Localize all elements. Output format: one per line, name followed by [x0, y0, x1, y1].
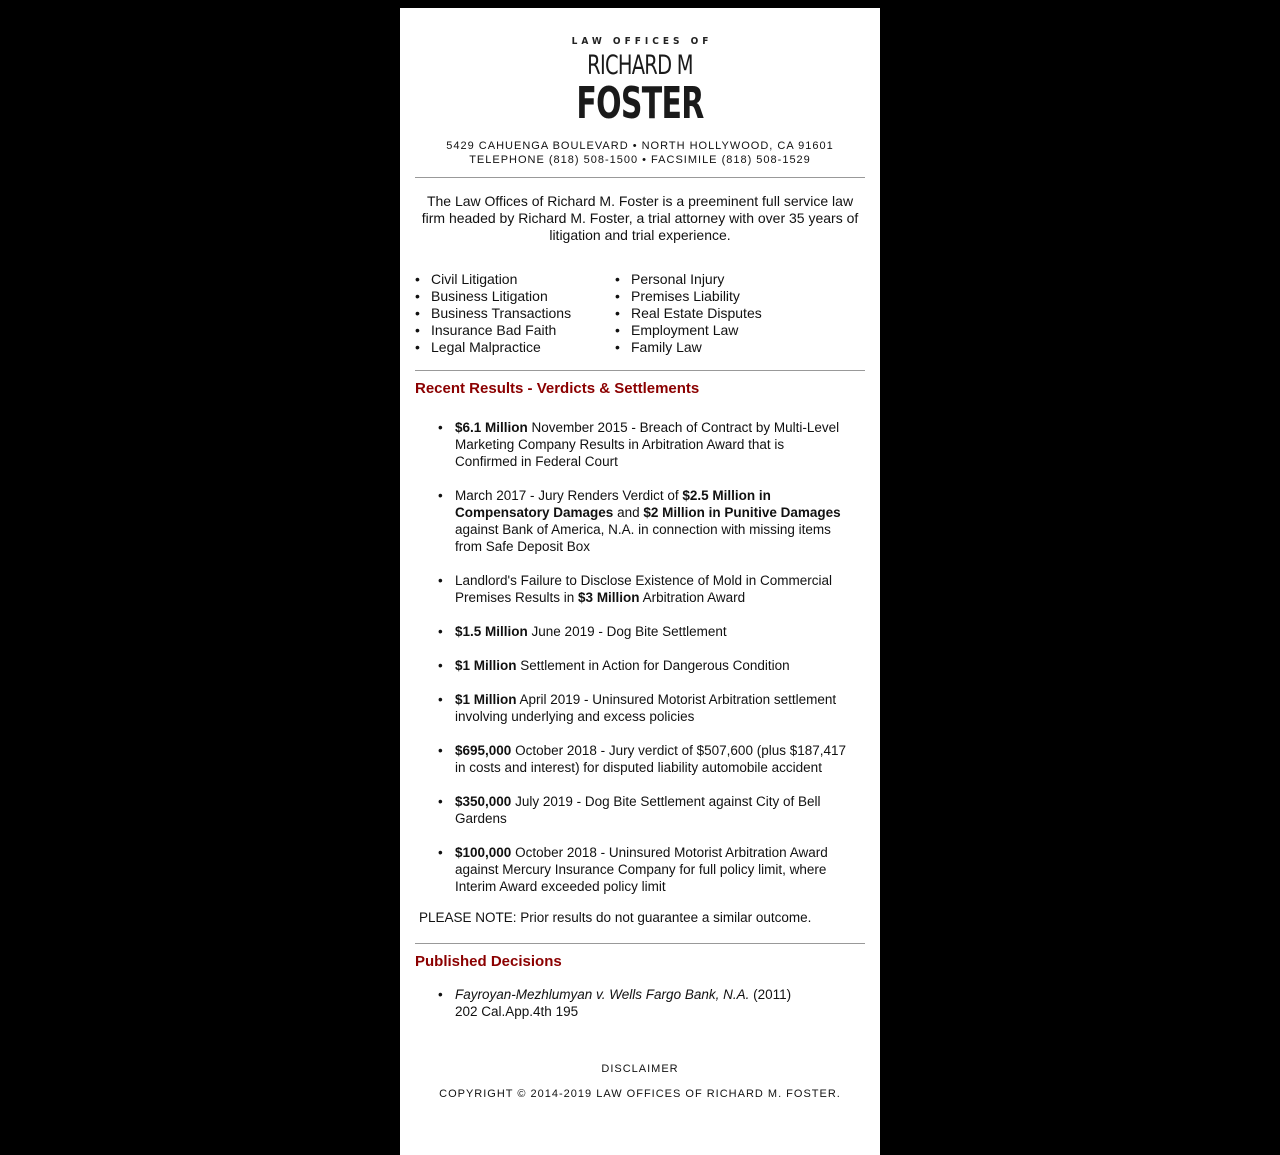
result-text: against Bank of America, N.A. in connection with missing items from Safe Deposit Box: [455, 522, 831, 554]
practice-area-item: • Legal Malpractice: [415, 339, 615, 356]
result-amount: $695,000: [455, 743, 512, 758]
practice-area-item: • Employment Law: [615, 322, 762, 339]
result-amount: $1 Million: [455, 658, 517, 673]
page-content: [400, 8, 880, 1155]
result-text: October 2018 - Jury verdict of $507,600 (plus $187,417 in costs and interest) for disputed liability automobile accident: [455, 743, 847, 775]
result-item: [455, 419, 850, 470]
result-amount: $3 Million: [578, 590, 640, 605]
result-text: Landlord's Failure to Disclose Existence of Mold in Commercial Premises Results in: [455, 573, 832, 605]
result-item: [455, 487, 850, 555]
divider: [415, 177, 865, 178]
practice-area-item: • Premises Liability: [615, 288, 762, 305]
result-item: [455, 691, 850, 725]
published-decisions-heading: Published Decisions: [415, 953, 562, 970]
practice-area-item: • Business Litigation: [415, 288, 615, 305]
result-amount: $2.5 Million in Compensatory Damages: [455, 488, 771, 520]
result-text: April 2019 - Uninsured Motorist Arbitration settlement involving underlying and excess policies: [455, 692, 837, 724]
result-item: [455, 572, 850, 606]
result-amount: $100,000: [455, 845, 512, 860]
address-line: 5429 CAHUENGA BOULEVARD • NORTH HOLLYWOOD, CA 91601: [446, 140, 834, 152]
result-item: [455, 793, 850, 827]
disclaimer-link[interactable]: DISCLAIMER: [601, 1063, 679, 1075]
result-amount: $2 Million in Punitive Damages: [643, 505, 841, 520]
result-text: November 2015 - Breach of Contract by Multi-Level Marketing Company Results in Arbitration Award that is Confirmed in Federal Court: [455, 420, 840, 469]
practice-area-item: • Civil Litigation: [415, 271, 615, 288]
result-amount: $1 Million: [455, 692, 517, 707]
decision-item: [455, 986, 815, 1020]
case-citation: (2011) 202 Cal.App.4th 195: [455, 987, 792, 1019]
result-text: October 2018 - Uninsured Motorist Arbitration Award against Mercury Insurance Company for full policy limit, where Interim Award exceeded policy limit: [455, 845, 828, 894]
logo-name-line2: FOSTER: [576, 78, 704, 129]
practice-area-item: • Business Transactions: [415, 305, 615, 322]
practice-area-item: • Personal Injury: [615, 271, 762, 288]
practice-areas-column-1: [415, 271, 615, 356]
divider: [415, 370, 865, 371]
result-text: Arbitration Award: [639, 590, 746, 605]
firm-logo[interactable]: [415, 8, 865, 129]
phone-line: TELEPHONE (818) 508-1500 • FACSIMILE (818) 508-1529: [469, 154, 811, 166]
result-item: [455, 623, 850, 640]
result-item: [455, 657, 850, 674]
results-disclaimer-note: PLEASE NOTE: Prior results do not guarantee a similar outcome.: [419, 910, 812, 925]
practice-areas: [415, 271, 865, 356]
divider: [415, 943, 865, 944]
copyright-text: COPYRIGHT © 2014-2019 LAW OFFICES OF RICHARD M. FOSTER.: [439, 1088, 841, 1100]
practice-area-item: • Family Law: [615, 339, 762, 356]
result-item: [455, 844, 850, 895]
practice-areas-column-2: [615, 271, 762, 356]
result-text: July 2019 - Dog Bite Settlement against City of Bell Gardens: [455, 794, 821, 826]
case-name: Fayroyan-Mezhlumyan v. Wells Fargo Bank, N.A.: [455, 987, 750, 1002]
result-amount: $6.1 Million: [455, 420, 528, 435]
logo-prefix: LAW OFFICES OF: [571, 36, 713, 47]
result-text: Settlement in Action for Dangerous Condition: [516, 658, 790, 673]
result-amount: $350,000: [455, 794, 512, 809]
logo-name-line1: RICHARD M: [587, 50, 693, 81]
result-text: March 2017 - Jury Renders Verdict of: [455, 488, 683, 503]
result-item: [455, 742, 850, 776]
practice-area-item: • Insurance Bad Faith: [415, 322, 615, 339]
firm-address: [415, 139, 865, 167]
result-text: and: [613, 505, 644, 520]
results-list: [455, 419, 850, 895]
results-heading: Recent Results - Verdicts & Settlements: [415, 380, 700, 397]
intro-paragraph: The Law Offices of Richard M. Foster is a preeminent full service law firm headed by Richard M. Foster, a trial attorney with over 35 years of litigation and trial experience.: [421, 193, 859, 243]
result-text: June 2019 - Dog Bite Settlement: [527, 624, 727, 639]
decisions-list: [455, 986, 815, 1020]
practice-area-item: • Real Estate Disputes: [615, 305, 762, 322]
result-amount: $1.5 Million: [455, 624, 528, 639]
